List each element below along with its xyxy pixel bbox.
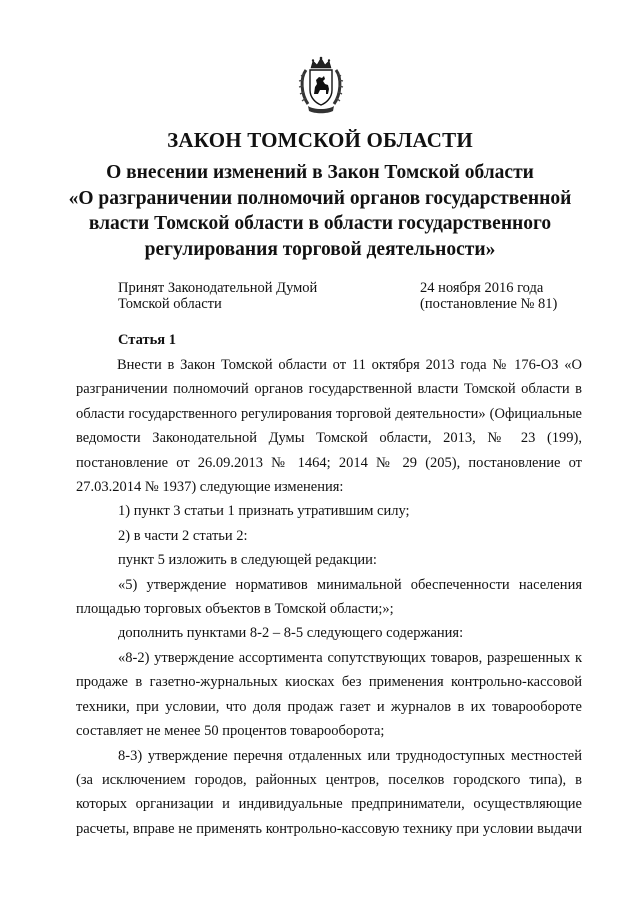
law-title: ЗАКОН ТОМСКОЙ ОБЛАСТИ (167, 128, 473, 152)
paragraph: пункт 5 изложить в следующей редакции: (118, 552, 377, 569)
subtitle-line: О внесении изменений в Закон Томской области (106, 162, 534, 183)
adoption-body-line: Принят Законодательной Думой (118, 280, 318, 296)
list-item: 2) в части 2 статьи 2: (118, 527, 248, 544)
article-heading: Статья 1 (118, 332, 176, 348)
subtitle-line: «О разграничении полномочий органов государственной (68, 187, 572, 209)
paragraph: 8-3) утверждение перечня отдаленных или труднодоступных местностей (за исключением городов, районных центров, поселков городского типа), в которых организации и индивидуальные предприниматели, осуществляющие расчеты, вправе не применять контрольно-кассовую технику при условии выдачи (76, 747, 582, 837)
paragraph: «8-2) утверждение ассортимента сопутствующих товаров, разрешенных к продаже в газетно-журнальных киосках без применения контрольно-кассовой техники, при условии, что доля продаж газет и журналов в их товарообороте составляет не менее 50 процентов товарооборота; (76, 649, 582, 740)
adoption-date-line: 24 ноября 2016 года (420, 280, 544, 296)
law-subtitle (62, 160, 578, 262)
adoption-body (118, 280, 317, 312)
subtitle-line: власти Томской области в области государственного (88, 213, 552, 234)
paragraph: «5) утверждение нормативов минимальной обеспеченности населения площадью торговых объектов в Томской области;»; (76, 576, 582, 618)
list-item: 1) пункт 3 статьи 1 признать утратившим силу; (118, 503, 410, 520)
coat-of-arms-icon (298, 56, 344, 116)
subtitle-line: регулирования торговой деятельности» (144, 238, 496, 260)
resolution-number: (постановление № 81) (420, 296, 558, 312)
article-body (76, 353, 582, 841)
adoption-date (420, 280, 557, 312)
paragraph: дополнить пунктами 8-2 – 8-5 следующего содержания: (118, 625, 464, 642)
paragraph: Внести в Закон Томской области от 11 октября 2013 года № 176-ОЗ «О разграничении полномочий органов государственной власти Томской области в области государственного регулирования торговой деятельности» (Официальные ведомости Законодательной Думы Томской области, 2013, № 23 (199), постановление от 26.09.2013 № 1464; 2014 № 29 (205), постановление от 27.03.2014 № 1937) следующие изменения: (76, 357, 582, 496)
adoption-body-line: Томской области (118, 296, 222, 312)
